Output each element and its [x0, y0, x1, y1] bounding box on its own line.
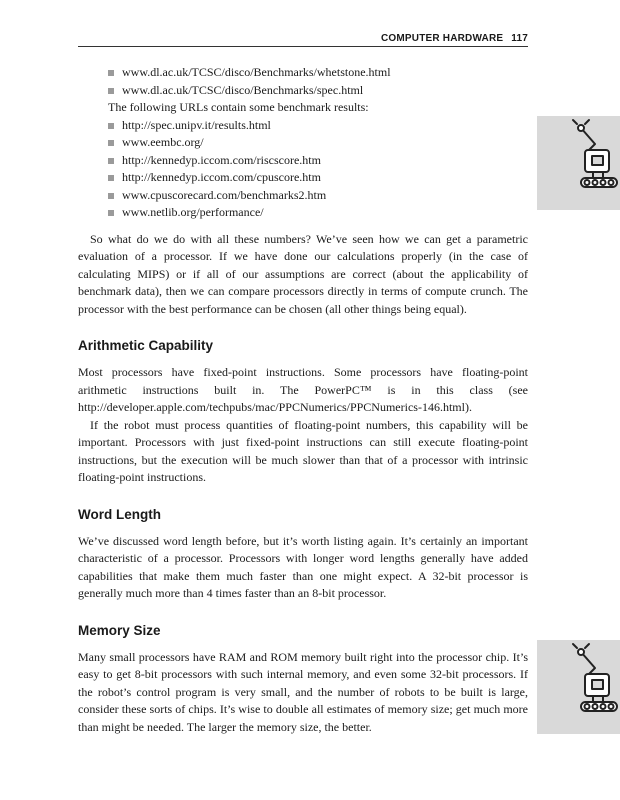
heading-memory-size: Memory Size [78, 622, 161, 638]
arithmetic-paragraph-1: Most processors have fixed-point instructions. Some processors have floating-point arithmetic instructions built in. The PowerPC™ is in this class (see http://developer.apple.com/techpubs/mac/PPCNumerics/PPCNumerics-146.html). [78, 365, 528, 414]
side-tab-top [537, 116, 620, 210]
square-bullet-icon [108, 158, 114, 164]
square-bullet-icon [108, 210, 114, 216]
url-item[interactable]: http://spec.unipv.it/results.html [108, 117, 528, 135]
url-item[interactable]: www.cpuscorecard.com/benchmarks2.htm [108, 187, 528, 205]
url-item[interactable]: www.eembc.org/ [108, 134, 528, 152]
square-bullet-icon [108, 140, 114, 146]
robot-arm-icon [537, 116, 620, 210]
url-list-results [78, 117, 528, 222]
url-item[interactable]: www.netlib.org/performance/ [108, 204, 528, 222]
page-body [78, 64, 528, 736]
heading-word-length: Word Length [78, 506, 161, 522]
url-item[interactable]: http://kennedyp.iccom.com/cpuscore.htm [108, 169, 528, 187]
url-list-benchmarks [78, 64, 528, 99]
square-bullet-icon [108, 70, 114, 76]
section-title: COMPUTER HARDWARE [380, 33, 504, 44]
word-length-paragraph: We’ve discussed word length before, but it’s worth listing again. It’s certainly an important characteristic of a processor. Processors with longer word lengths generally have added capabilities that make them much faster than one might expect. A 32-bit processor is generally much more than 4 times faster than an 8-bit processor. [78, 533, 528, 600]
page-number: 117 [511, 33, 528, 44]
square-bullet-icon [108, 175, 114, 181]
url-item[interactable]: http://kennedyp.iccom.com/riscscore.htm [108, 152, 528, 170]
side-tab-bottom [537, 640, 620, 734]
square-bullet-icon [108, 123, 114, 129]
heading-arithmetic-capability: Arithmetic Capability [78, 338, 214, 353]
robot-arm-icon [537, 640, 620, 734]
url-item[interactable]: www.dl.ac.uk/TCSC/disco/Benchmarks/spec.html [108, 82, 528, 100]
square-bullet-icon [108, 193, 114, 199]
square-bullet-icon [108, 88, 114, 94]
memory-size-paragraph: Many small processors have RAM and ROM memory built right into the processor chip. It’s easy to get 8-bit processors with such internal memory, and even some 32-bit processors. If the robot’s control program is very small, and the number of robots to be built is large, consider these sorts of chips. It’s wise to double all estimates of memory size; get much more than might be needed. The larger the memory size, the better. [78, 649, 528, 734]
url-item[interactable]: www.dl.ac.uk/TCSC/disco/Benchmarks/whetstone.html [108, 64, 528, 82]
arithmetic-paragraph-2: If the robot must process quantities of floating-point numbers, this capability will be important. Processors with just fixed-point instructions can still execute floating-point instructions, but the execution will be much slower than that of a processor with intrinsic floating-point instructions. [78, 417, 528, 484]
list-intro: The following URLs contain some benchmark results: [108, 100, 369, 114]
intro-paragraph: So what do we do with all these numbers? We’ve seen how we can get a parametric evaluation of a processor. If we have done our calculations properly (in the case of calculating MIPS) or if all of our assumptions are correct (about the applicability of benchmark data), then we can compare processors directly in terms of compute crunch. The processor with the best performance can be chosen (all other things being equal). [78, 231, 528, 316]
running-header [78, 33, 528, 44]
header-rule [78, 46, 528, 47]
